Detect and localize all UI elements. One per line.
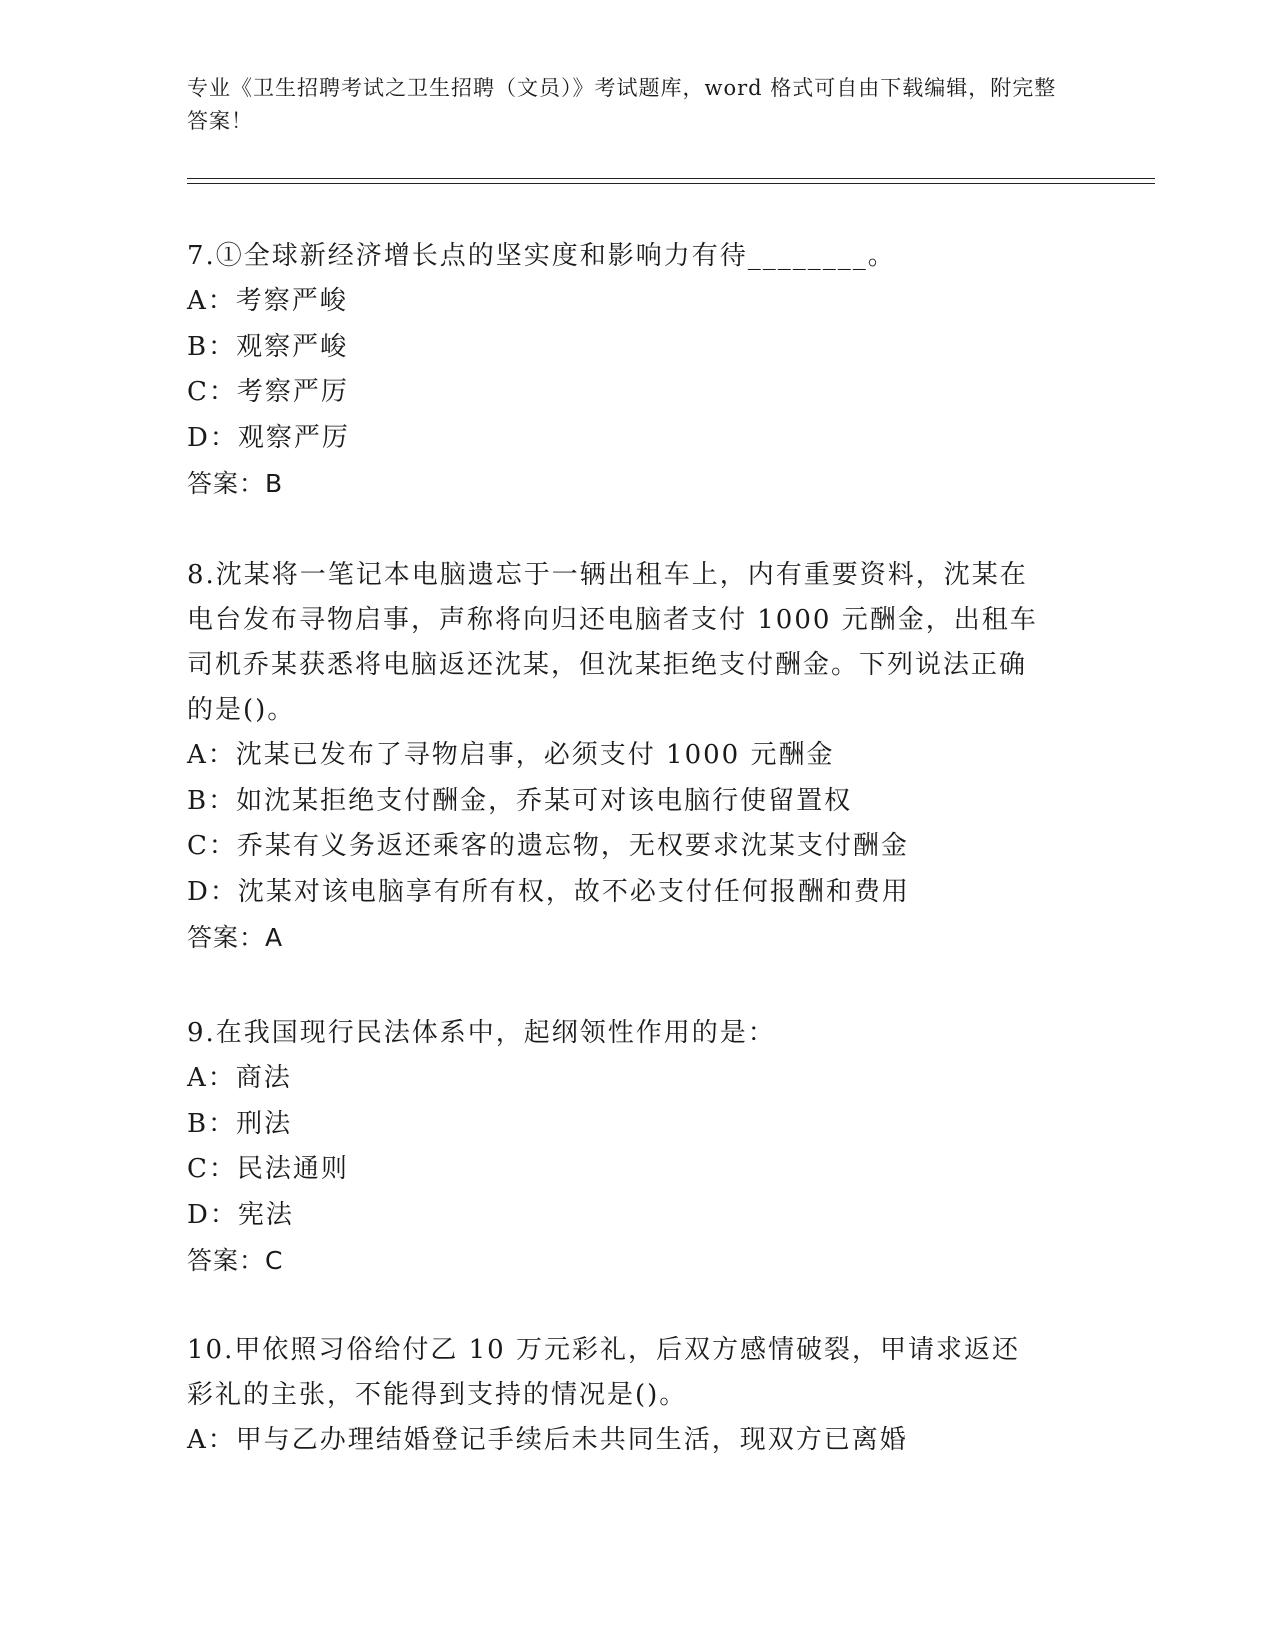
option-c: C：民法通则 bbox=[187, 1154, 349, 1184]
question-text: 8.沈某将一笔记本电脑遗忘于一辆出租车上，内有重要资料，沈某在电台发布寻物启事，声称将向归还电脑者支付 1000 元酬金，出租车司机乔某获悉将电脑返还沈某，但沈某拒绝支付酬金。下列说法正确的是()。 bbox=[187, 560, 1038, 725]
option-a: A：沈某已发布了寻物启事，必须支付 1000 元酬金 bbox=[187, 740, 835, 770]
option-d: D：宪法 bbox=[187, 1199, 294, 1230]
header-divider-top bbox=[187, 178, 1155, 179]
question-9 bbox=[187, 1011, 1087, 1283]
question-text: 9.在我国现行民法体系中，起纲领性作用的是： bbox=[187, 1018, 776, 1048]
option-a: A：商法 bbox=[187, 1063, 292, 1093]
option-a: A：考察严峻 bbox=[187, 286, 348, 316]
option-b: B：观察严峻 bbox=[187, 331, 349, 362]
option-c: C：考察严厉 bbox=[187, 377, 349, 407]
option-b: B：刑法 bbox=[187, 1108, 293, 1139]
header-divider-bottom bbox=[187, 183, 1155, 184]
question-8 bbox=[187, 553, 1047, 960]
option-b: B：如沈某拒绝支付酬金，乔某可对该电脑行使留置权 bbox=[187, 785, 853, 816]
question-7 bbox=[187, 234, 1087, 506]
answer-label: 答案：C bbox=[187, 1246, 284, 1275]
answer-label: 答案：B bbox=[187, 469, 284, 498]
option-a: A：甲与乙办理结婚登记手续后未共同生活，现双方已离婚 bbox=[187, 1425, 908, 1455]
option-d: D：观察严厉 bbox=[187, 422, 350, 453]
question-10 bbox=[187, 1328, 1047, 1464]
question-text: 10.甲依照习俗给付乙 10 万元彩礼，后双方感情破裂，甲请求返还彩礼的主张，不能得到支持的情况是()。 bbox=[187, 1335, 1020, 1410]
option-c: C：乔某有义务返还乘客的遗忘物，无权要求沈某支付酬金 bbox=[187, 831, 909, 861]
document-header: 专业《卫生招聘考试之卫生招聘（文员）》考试题库，word 格式可自由下载编辑，附完整答案！ bbox=[187, 76, 1057, 133]
answer-label: 答案：A bbox=[187, 923, 284, 952]
question-text: 7.①全球新经济增长点的坚实度和影响力有待________。 bbox=[187, 241, 896, 271]
option-d: D：沈某对该电脑享有所有权，故不必支付任何报酬和费用 bbox=[187, 876, 910, 907]
